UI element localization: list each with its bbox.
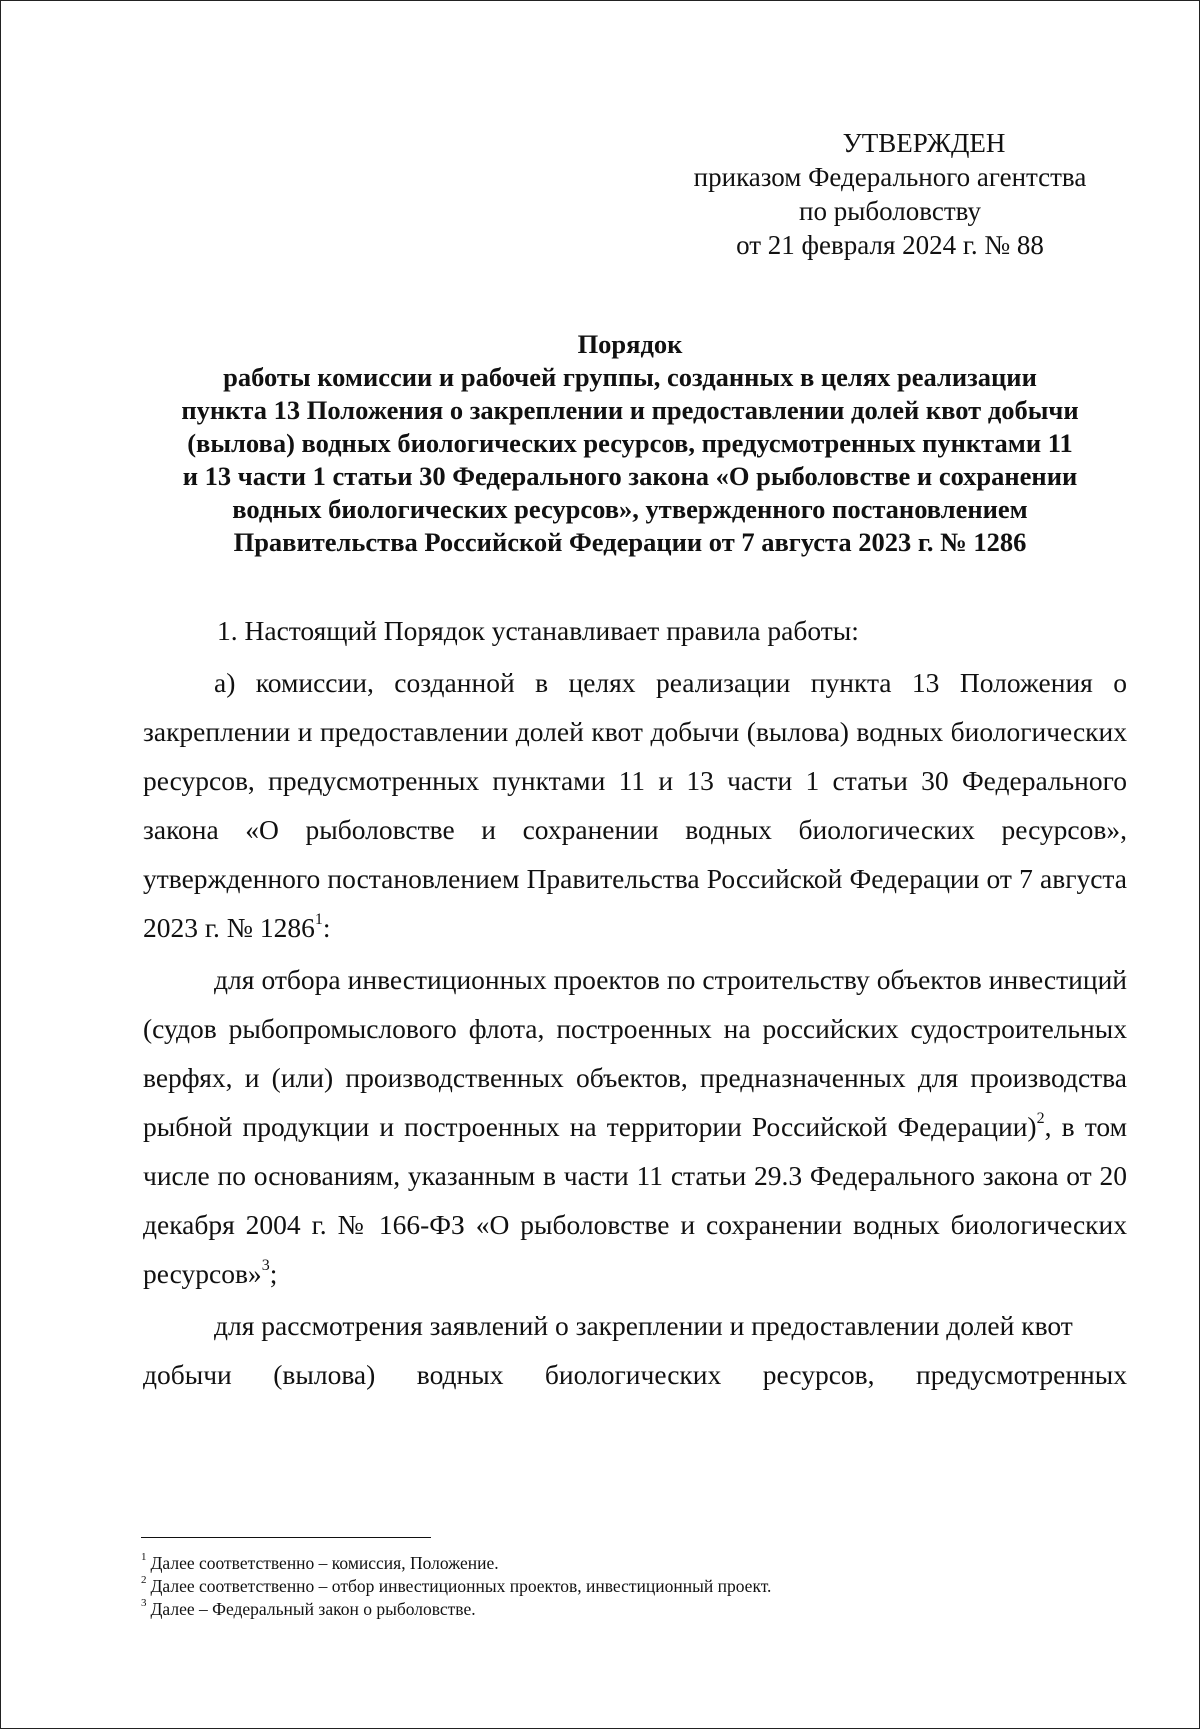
approval-agency-line: по рыболовству — [799, 196, 981, 226]
paragraph-commission-end: : — [322, 912, 331, 943]
footnote-text: Далее – Федеральный закон о рыболовстве. — [150, 1599, 476, 1619]
title-line: (вылова) водных биологических ресурсов, предусмотренных пунктами 11 — [187, 428, 1073, 458]
paragraph-investment-text-a: для отбора инвестиционных проектов по строительству объектов инвестиций (судов рыбопромыслового флота, построенных на российских судостроительных верфях, и (или) производственных объектов, предназначенных для производства рыбной продукции и построенных на территории Российской Федерации) — [143, 964, 1127, 1142]
title-line: Правительства Российской Федерации от 7 августа 2023 г. № 1286 — [233, 527, 1027, 557]
footnote-separator — [141, 1537, 431, 1538]
approval-title: УТВЕРЖДЕН — [842, 128, 1006, 158]
approval-order-line: приказом Федерального агентства — [693, 162, 1087, 192]
footnote-text: Далее соответственно – отбор инвестиционных проектов, инвестиционный проект. — [150, 1576, 772, 1596]
footnotes — [141, 1552, 1141, 1621]
footnote-1 — [141, 1552, 1141, 1575]
footnote-number: 2 — [141, 1574, 147, 1587]
paragraph-applications — [143, 1301, 1127, 1350]
approval-stamp — [640, 126, 1140, 262]
paragraph-applications-text-a: для рассмотрения заявлений о закреплении и предоставлении долей квот — [214, 1310, 1073, 1341]
title-heading: Порядок — [577, 329, 683, 359]
approval-date-line: от 21 февраля 2024 г. № 88 — [736, 230, 1044, 260]
footnote-ref-1[interactable]: 1 — [314, 910, 323, 928]
paragraph-intro — [143, 606, 1127, 655]
title-line: водных биологических ресурсов», утвержденного постановлением — [232, 494, 1028, 524]
title-line: работы комиссии и рабочей группы, созданных в целях реализации — [223, 362, 1037, 392]
paragraph-investment-text-b: , в том числе по основаниям, указанным в части 11 статьи 29.3 Федерального закона от 20 декабря 2004 г. № 166-ФЗ «О рыболовстве и сохранении водных биологических ресурсов» — [143, 1111, 1127, 1289]
footnote-2 — [141, 1575, 1141, 1598]
document-title — [140, 328, 1120, 559]
footnote-number: 3 — [141, 1597, 147, 1610]
paragraph-investment-end: ; — [269, 1258, 278, 1289]
paragraph-applications-text-b: добычи (вылова) водных биологических ресурсов, предусмотренных — [143, 1359, 1127, 1390]
footnote-ref-3[interactable]: 3 — [261, 1256, 270, 1274]
paragraph-investment-selection — [143, 955, 1127, 1298]
footnote-number: 1 — [141, 1551, 147, 1564]
paragraph-commission-text: а) комиссии, созданной в целях реализации пункта 13 Положения о закреплении и предоставлении долей квот добычи (вылова) водных биологических ресурсов, предусмотренных пунктами 11 и 13 части 1 статьи 30 Федерального закона «О рыболовстве и сохранении водных биологических ресурсов», утвержденного постановлением Правительства Российской Федерации от 7 августа 2023 г. № 1286 — [143, 667, 1127, 943]
footnote-text: Далее соответственно – комиссия, Положение. — [150, 1553, 499, 1573]
paragraph-intro-text: 1. Настоящий Порядок устанавливает правила работы: — [217, 615, 859, 646]
footnote-ref-2[interactable]: 2 — [1036, 1109, 1045, 1127]
title-line: пункта 13 Положения о закреплении и предоставлении долей квот добычи — [181, 395, 1079, 425]
title-line: и 13 части 1 статьи 30 Федерального закона «О рыболовстве и сохранении — [182, 461, 1078, 491]
footnote-3 — [141, 1598, 1141, 1621]
paragraph-applications-continued — [143, 1350, 1127, 1399]
document-body — [143, 606, 1127, 1399]
paragraph-commission — [143, 658, 1127, 952]
